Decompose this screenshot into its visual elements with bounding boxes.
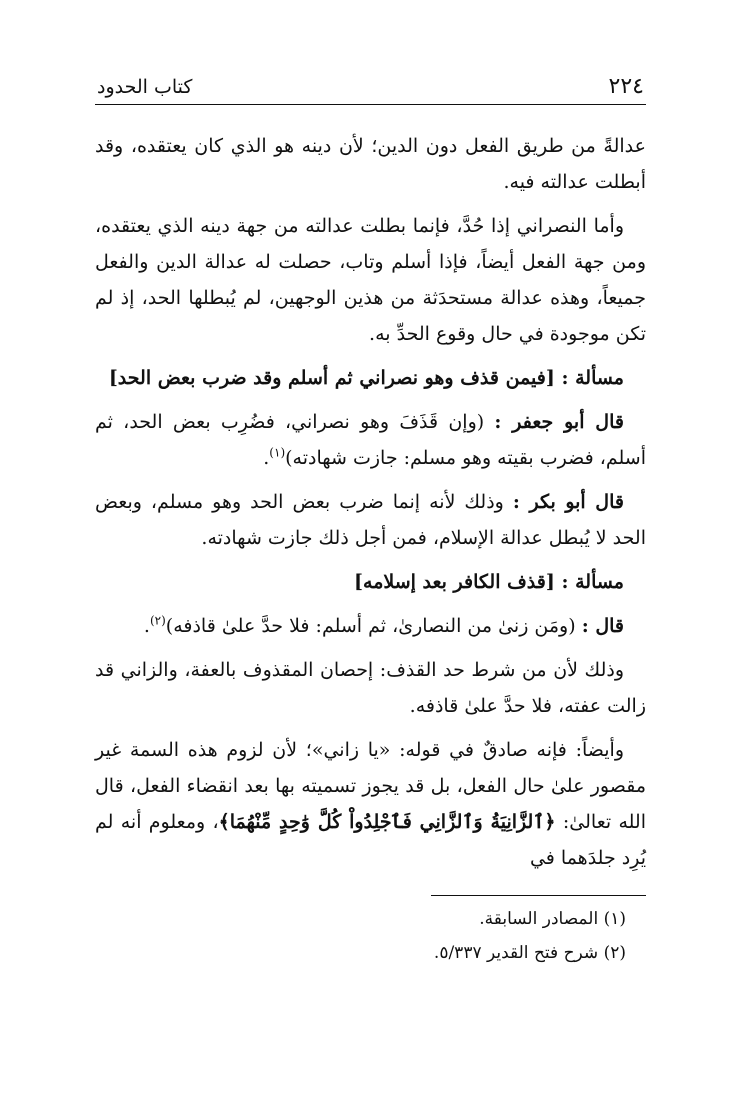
quran-verse: ﴿ٱلزَّانِيَةُ وَٱلزَّانِي فَٱجْلِدُواْ كُلَّ وَٰحِدٍ مِّنْهُمَا﴾ — [218, 811, 556, 833]
paragraph-2: وأما النصراني إذا حُدَّ، فإنما بطلت عدالته من جهة دينه الذي يعتقده، ومن جهة الفعل أيضاً، فإذا أسلم وتاب، حصلت له عدالة الدين والفعل جميعاً، وهذه عدالة مستحدَثة من هذين الوجهين، لم يُبطلها الحد، إذ لم تكن موجودة في حال وقوع الحدِّ به. — [95, 215, 646, 345]
footnote-1: (١) المصادر السابقة. — [479, 909, 626, 929]
heading-label: مسألة : — [561, 571, 624, 593]
heading-text: [فيمن قذف وهو نصراني ثم أسلم وقد ضرب بعض الحد] — [108, 367, 555, 389]
paragraph-5 — [95, 608, 646, 644]
book-title: كتاب الحدود — [97, 76, 193, 98]
footnote-list — [95, 896, 646, 970]
section-heading-2 — [95, 564, 646, 600]
footnote-ref-1: (١) — [269, 445, 286, 460]
punctuation: . — [263, 447, 270, 469]
paragraph-6: وذلك لأن من شرط حد القذف: إحصان المقذوف بالعفة، والزاني قد زالت عفته، فلا حدَّ علىٰ قاذفه. — [95, 659, 646, 717]
footnote-rule-gap — [95, 894, 431, 898]
quoted-text: (وإن قَذَفَ وهو نصراني، فضُرِب بعض الحد، ثم أسلم، فضرب بقيته وهو مسلم: جازت شهادته) — [95, 411, 646, 469]
main-text — [95, 128, 646, 884]
paragraph-3 — [95, 404, 646, 476]
paragraph-1: عدالةً من طريق الفعل دون الدين؛ لأن دينه هو الذي كان يعتقده، وقد أبطلت عدالته فيه. — [95, 135, 646, 193]
heading-label: مسألة : — [561, 367, 624, 389]
paragraph-7-start: وأيضاً: فإنه صادقٌ في قوله: «يا زاني»؛ لأن لزوم هذه السمة غير مقصور علىٰ حال الفعل، بل قد يجوز تسميته بها بعد انقضاء الفعل، قال الله تعالىٰ: — [95, 739, 646, 833]
footnote-ref-2: (٢) — [149, 613, 166, 628]
commentary-text: وذلك لأنه إنما ضرب بعض الحد وهو مسلم، وبعض الحد لا يُبطل عدالة الإسلام، فمن أجل ذلك جازت شهادته. — [95, 491, 646, 549]
page-header — [95, 72, 646, 105]
paragraph-7-end: ، ومعلوم أنه لم يُرِد جلدَهما في — [95, 811, 646, 869]
speaker-label: قال أبو جعفر : — [494, 411, 624, 433]
footnote-2: (٢) شرح فتح القدير ٥/٣٣٧. — [433, 943, 626, 963]
speaker-label: قال : — [581, 615, 624, 637]
paragraph-7 — [95, 732, 646, 876]
section-heading-1 — [95, 360, 646, 396]
quoted-text: (ومَن زنىٰ من النصارىٰ، ثم أسلم: فلا حدَّ علىٰ قاذفه) — [165, 615, 576, 637]
footnotes-section — [95, 895, 646, 970]
paragraph-4 — [95, 484, 646, 556]
speaker-label: قال أبو بكر : — [512, 491, 624, 513]
punctuation: . — [143, 615, 150, 637]
page-number: ٢٢٤ — [608, 74, 644, 99]
heading-text: [قذف الكافر بعد إسلامه] — [354, 571, 555, 593]
